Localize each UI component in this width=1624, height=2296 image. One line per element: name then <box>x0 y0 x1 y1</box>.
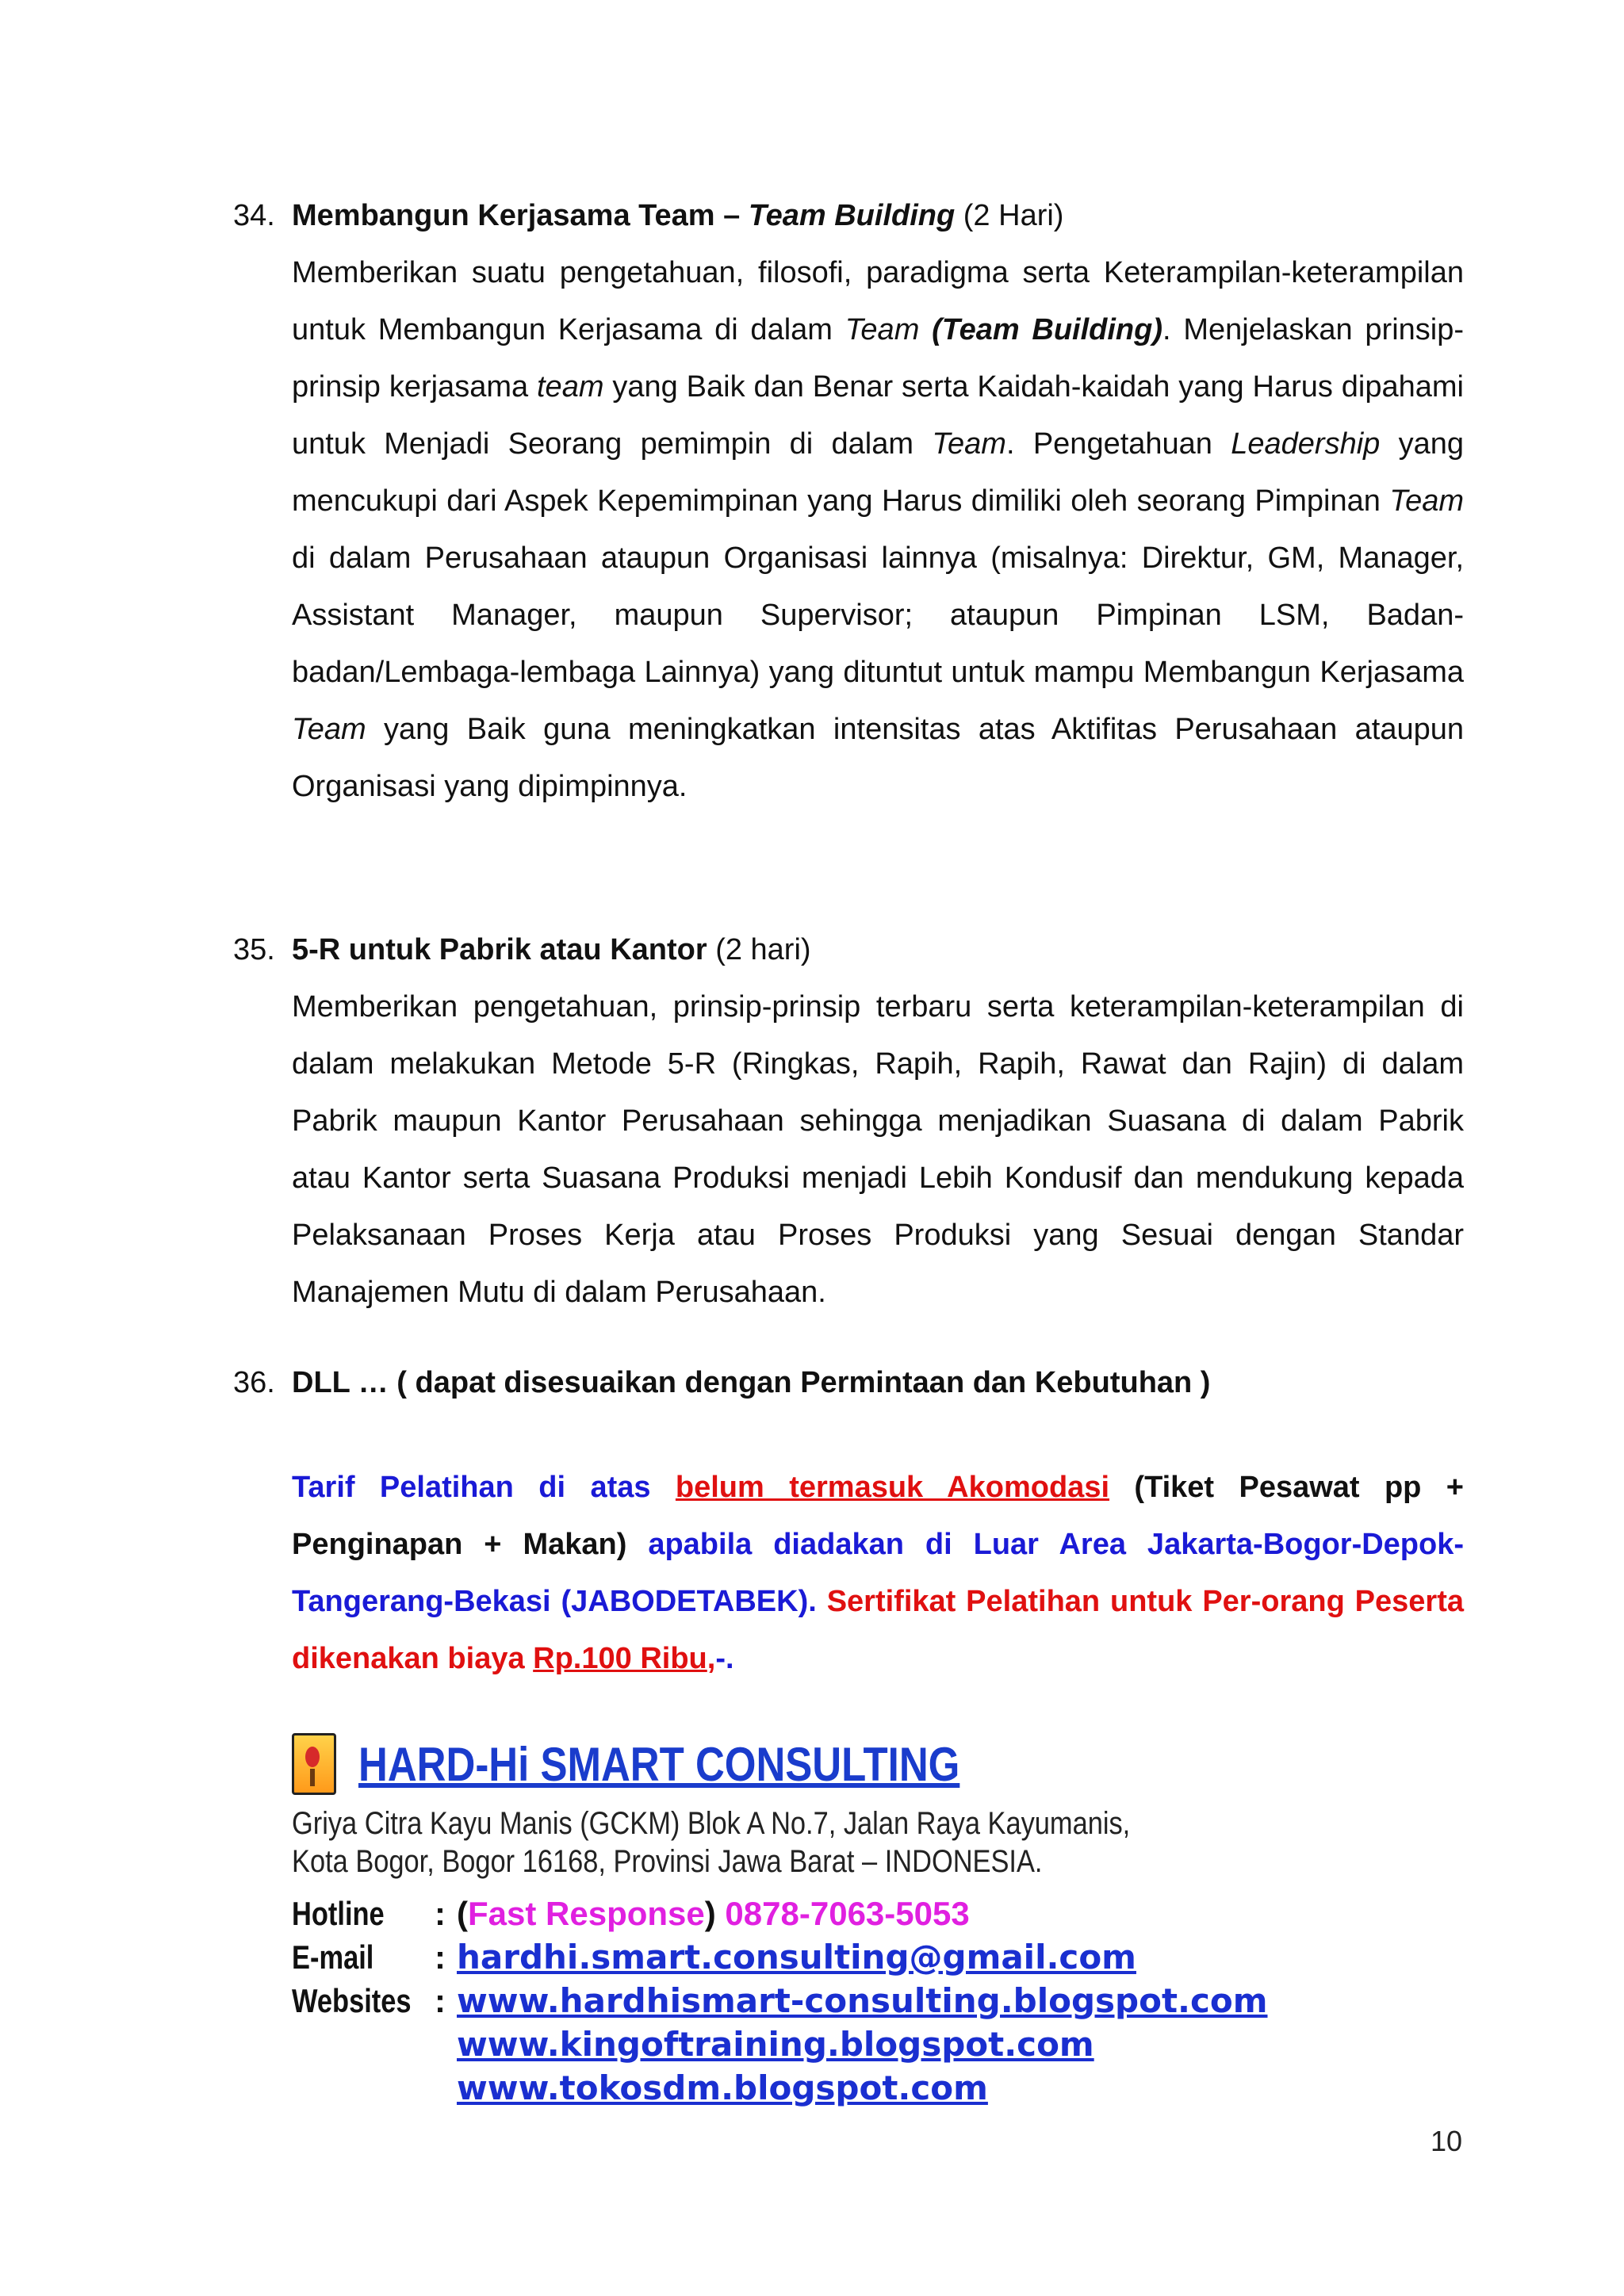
hotline-label: Hotline <box>292 1895 385 1932</box>
email-label: E-mail <box>292 1938 374 1976</box>
item-number: 36. <box>233 1366 275 1399</box>
item-title: Membangun Kerjasama Team – Team Building (2 Hari) <box>292 199 1064 232</box>
page-number: 10 <box>1431 2125 1463 2157</box>
hotline-row: Hotline : (Fast Response) 0878-7063-5053 <box>292 1892 1402 1935</box>
website-row-2 <box>292 2022 1402 2066</box>
websites-label: Websites <box>292 1982 412 2019</box>
list-item-36 <box>233 1354 1464 1411</box>
item-description: Memberikan pengetahuan, prinsip-prinsip terbaru serta keterampilan-keterampilan di dalam melakukan Metode 5-R (Ringkas, Rapih, Rapih, Rawat dan Rajin) di dalam Pabrik maupun Kantor Perusahaan sehingga menjadikan Suasana di dalam Pabrik atau Kantor serta Suasana Produksi menjadi Lebih Kondusif dan mendukung kepada Pelaksanaan Proses Kerja atau Proses Produksi yang Sesuai dengan Standar Manajemen Mutu di dalam Perusahaan. <box>292 990 1464 1309</box>
website-row-3 <box>292 2066 1402 2110</box>
website-link-3[interactable]: www.tokosdm.blogspot.com <box>457 2068 988 2107</box>
company-name: HARD-Hi SMART CONSULTING <box>358 1737 960 1791</box>
item-title: DLL … ( dapat disesuaikan dengan Permintaan dan Kebutuhan ) <box>292 1366 1211 1399</box>
address-line-1: Griya Citra Kayu Manis (GCKM) Blok A No.7, Jalan Raya Kayumanis, <box>292 1806 1131 1841</box>
website-link-2[interactable]: www.kingoftraining.blogspot.com <box>457 2025 1094 2064</box>
brand-row <box>292 1728 1402 1800</box>
item-title: 5-R untuk Pabrik atau Kantor (2 hari) <box>292 933 811 966</box>
company-logo-icon <box>292 1733 336 1795</box>
item-number: 35. <box>233 933 275 966</box>
address-line-2: Kota Bogor, Bogor 16168, Provinsi Jawa Barat – INDONESIA. <box>292 1844 1043 1879</box>
tariff-note: Tarif Pelatihan di atas belum termasuk Akomodasi (Tiket Pesawat pp + Penginapan + Makan) apabila diadakan di Luar Area Jakarta-Bogor-Depok-Tangerang-Bekasi (JABODETABEK). Sertifikat Pelatihan untuk Per-orang Peserta dikenakan biaya Rp.100 Ribu,-. <box>292 1471 1465 1675</box>
item-description: Memberikan suatu pengetahuan, filosofi, paradigma serta Keterampilan-keterampilan untuk Membangun Kerjasama di dalam Team (Team Building). Menjelaskan prinsip-prinsip kerjasama team yang Baik dan Benar serta Kaidah-kaidah yang Harus dipahami untuk Menjadi Seorang pemimpin di dalam Team. Pengetahuan Leadership yang mencukupi dari Aspek Kepemimpinan yang Harus dimiliki oleh seorang Pimpinan Team di dalam Perusahaan ataupun Organisasi lainnya (misalnya: Direktur, GM, Manager, Assistant Manager, maupun Supervisor; ataupun Pimpinan LSM, Badan-badan/Lembaga-lembaga Lainnya) yang dituntut untuk mampu Membangun Kerjasama Team yang Baik guna meningkatkan intensitas atas Aktifitas Perusahaan ataupun Organisasi yang dipimpinnya. <box>292 256 1465 803</box>
hotline-value: (Fast Response) 0878-7063-5053 <box>457 1895 970 1932</box>
website-link-1[interactable]: www.hardhismart-consulting.blogspot.com <box>457 1981 1268 2020</box>
email-link[interactable]: hardhi.smart.consulting@gmail.com <box>457 1938 1136 1976</box>
contact-block <box>292 1728 1402 2110</box>
websites-row: Websites : www.hardhismart-consulting.blogspot.com <box>292 1979 1402 2022</box>
list-item-34 <box>233 187 1464 815</box>
email-row: E-mail : hardhi.smart.consulting@gmail.com <box>292 1935 1402 1979</box>
item-number: 34. <box>233 199 275 232</box>
list-item-35 <box>233 921 1464 1321</box>
